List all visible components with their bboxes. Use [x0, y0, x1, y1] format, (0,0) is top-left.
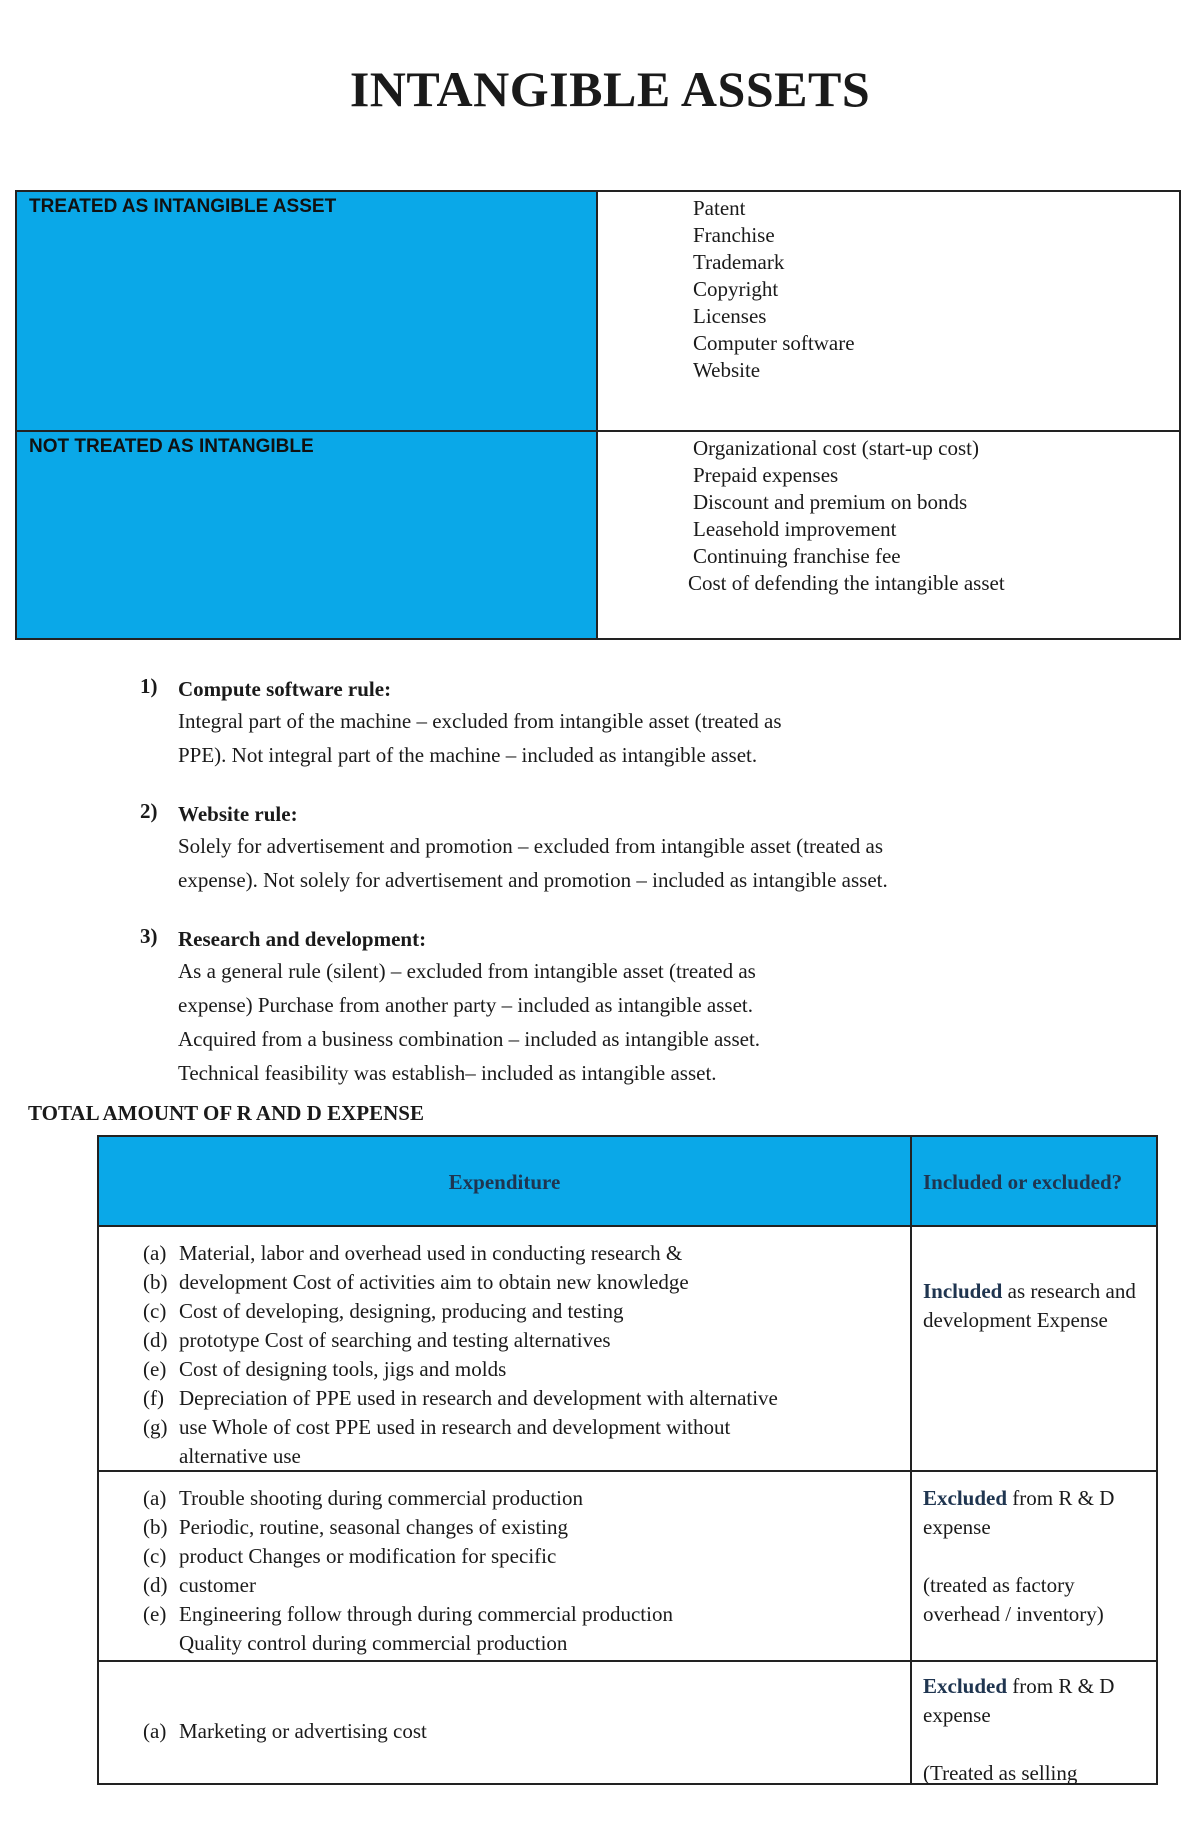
treated-items-list [693, 195, 855, 384]
treated-heading-cell [17, 192, 598, 430]
list-item: Organizational cost (start-up cost) [693, 436, 979, 460]
rule-line: expense) Purchase from another party – included as intangible asset. [178, 993, 753, 1017]
expenditure-line: Engineering follow through during commercial production [179, 1602, 673, 1626]
treated-heading: TREATED AS INTANGIBLE ASSET [29, 196, 337, 217]
rule-software [140, 674, 1040, 772]
list-item: Cost of defending the intangible asset [688, 571, 1005, 595]
list-item: Patent [693, 196, 746, 220]
expenditure-line: Quality control during commercial production [179, 1631, 568, 1655]
rule-number: 3) [140, 924, 158, 948]
status-text: as research and development Expense [923, 1279, 1136, 1332]
table-row [99, 1472, 1156, 1662]
item-letter: (b) [143, 1270, 168, 1294]
rule-heading: Website rule: [178, 802, 298, 826]
column-divider [910, 1137, 912, 1225]
rule-line: expense). Not solely for advertisement and promotion – included as intangible asset. [178, 868, 888, 892]
not-treated-items-list [688, 435, 1005, 597]
list-item: Continuing franchise fee [693, 544, 901, 568]
table-row [99, 1227, 1156, 1472]
status-keyword: Excluded [923, 1674, 1008, 1698]
column-divider [910, 1662, 912, 1783]
item-letter: (c) [143, 1544, 167, 1568]
item-letters [143, 1717, 166, 1746]
rule-line: Solely for advertisement and promotion – excluded from intangible asset (treated as [178, 834, 884, 858]
list-item: Website [693, 358, 761, 382]
intangible-classification-table [15, 190, 1181, 640]
expenditure-items [179, 1239, 778, 1471]
expenditure-line: Depreciation of PPE used in research and development with alternative [179, 1386, 778, 1410]
rule-body [178, 829, 1040, 897]
item-letter: (e) [143, 1602, 167, 1626]
status-text: from R & D expense [923, 1674, 1115, 1727]
rule-line: Acquired from a business combination – included as intangible asset. [178, 1027, 761, 1051]
item-letter: (a) [143, 1241, 167, 1265]
header-expenditure: Expenditure [448, 1169, 561, 1194]
column-divider [910, 1227, 912, 1470]
status-cell [923, 1672, 1153, 1788]
expenditure-line: development Cost of activities aim to obtain new knowledge [179, 1270, 689, 1294]
list-item: Trademark [693, 250, 785, 274]
item-letter: (c) [143, 1299, 167, 1323]
item-letter: (d) [143, 1328, 168, 1352]
expenditure-line: Trouble shooting during commercial production [179, 1486, 584, 1510]
list-item: Copyright [693, 277, 779, 301]
expenditure-line: Cost of designing tools, jigs and molds [179, 1357, 507, 1381]
expenditure-line: Cost of developing, designing, producing and testing [179, 1299, 624, 1323]
item-letter: (a) [143, 1486, 167, 1510]
rule-line: PPE). Not integral part of the machine – included as intangible asset. [178, 743, 758, 767]
rule-line: Integral part of the machine – excluded from intangible asset (treated as [178, 709, 782, 733]
item-letter: (a) [143, 1719, 167, 1743]
rule-website [140, 799, 1040, 897]
not-treated-heading-cell [17, 432, 598, 638]
not-treated-heading: NOT TREATED AS INTANGIBLE [29, 436, 314, 457]
list-item: Leasehold improvement [693, 517, 897, 541]
table-header-row [99, 1137, 1156, 1227]
rule-heading: Research and development: [178, 927, 427, 951]
list-item: Licenses [693, 304, 767, 328]
rule-number: 1) [140, 674, 158, 698]
expenditure-line: customer [179, 1573, 256, 1597]
item-letter: (g) [143, 1415, 168, 1439]
item-letter: (b) [143, 1515, 168, 1539]
page-title: INTANGIBLE ASSETS [349, 61, 871, 117]
status-keyword: Included [923, 1279, 1003, 1303]
item-letters [143, 1239, 168, 1442]
list-item: Franchise [693, 223, 775, 247]
status-cell [923, 1484, 1153, 1629]
treated-row [17, 192, 1179, 432]
status-note: (Treated as selling [923, 1761, 1078, 1785]
status-keyword: Excluded [923, 1486, 1008, 1510]
expenditure-line: prototype Cost of searching and testing alternatives [179, 1328, 611, 1352]
column-divider [910, 1472, 912, 1660]
expenditure-line: alternative use [179, 1444, 301, 1468]
header-included-excluded: Included or excluded? [923, 1169, 1123, 1194]
rule-number: 2) [140, 799, 158, 823]
not-treated-row [17, 432, 1179, 638]
expenditure-line: Periodic, routine, seasonal changes of existing [179, 1515, 568, 1539]
item-letter: (f) [143, 1386, 164, 1410]
list-item: Computer software [693, 331, 855, 355]
rule-line: As a general rule (silent) – excluded from intangible asset (treated as [178, 959, 756, 983]
list-item: Discount and premium on bonds [693, 490, 968, 514]
rules-list [140, 674, 1040, 1117]
expenditure-line: Marketing or advertising cost [179, 1719, 427, 1743]
expenditure-items [179, 1717, 427, 1746]
rule-research [140, 924, 1040, 1090]
status-note: (treated as factory overhead / inventory) [923, 1573, 1104, 1626]
rd-expense-table [97, 1135, 1158, 1785]
item-letter: (e) [143, 1357, 167, 1381]
expenditure-line: product Changes or modification for specific [179, 1544, 557, 1568]
expenditure-line: use Whole of cost PPE used in research and development without [179, 1415, 731, 1439]
expenditure-line: Material, labor and overhead used in conducting research & [179, 1241, 683, 1265]
rule-body [178, 954, 1040, 1090]
item-letters [143, 1484, 168, 1629]
rd-table-title: TOTAL AMOUNT OF R AND D EXPENSE [28, 1101, 424, 1125]
status-text: from R & D expense [923, 1486, 1115, 1539]
rule-line: Technical feasibility was establish– included as intangible asset. [178, 1061, 717, 1085]
item-letter: (d) [143, 1573, 168, 1597]
list-item: Prepaid expenses [693, 463, 839, 487]
expenditure-items [179, 1484, 673, 1658]
rule-body [178, 704, 1040, 772]
table-row [99, 1662, 1156, 1783]
status-cell [923, 1277, 1153, 1335]
rule-heading: Compute software rule: [178, 677, 392, 701]
